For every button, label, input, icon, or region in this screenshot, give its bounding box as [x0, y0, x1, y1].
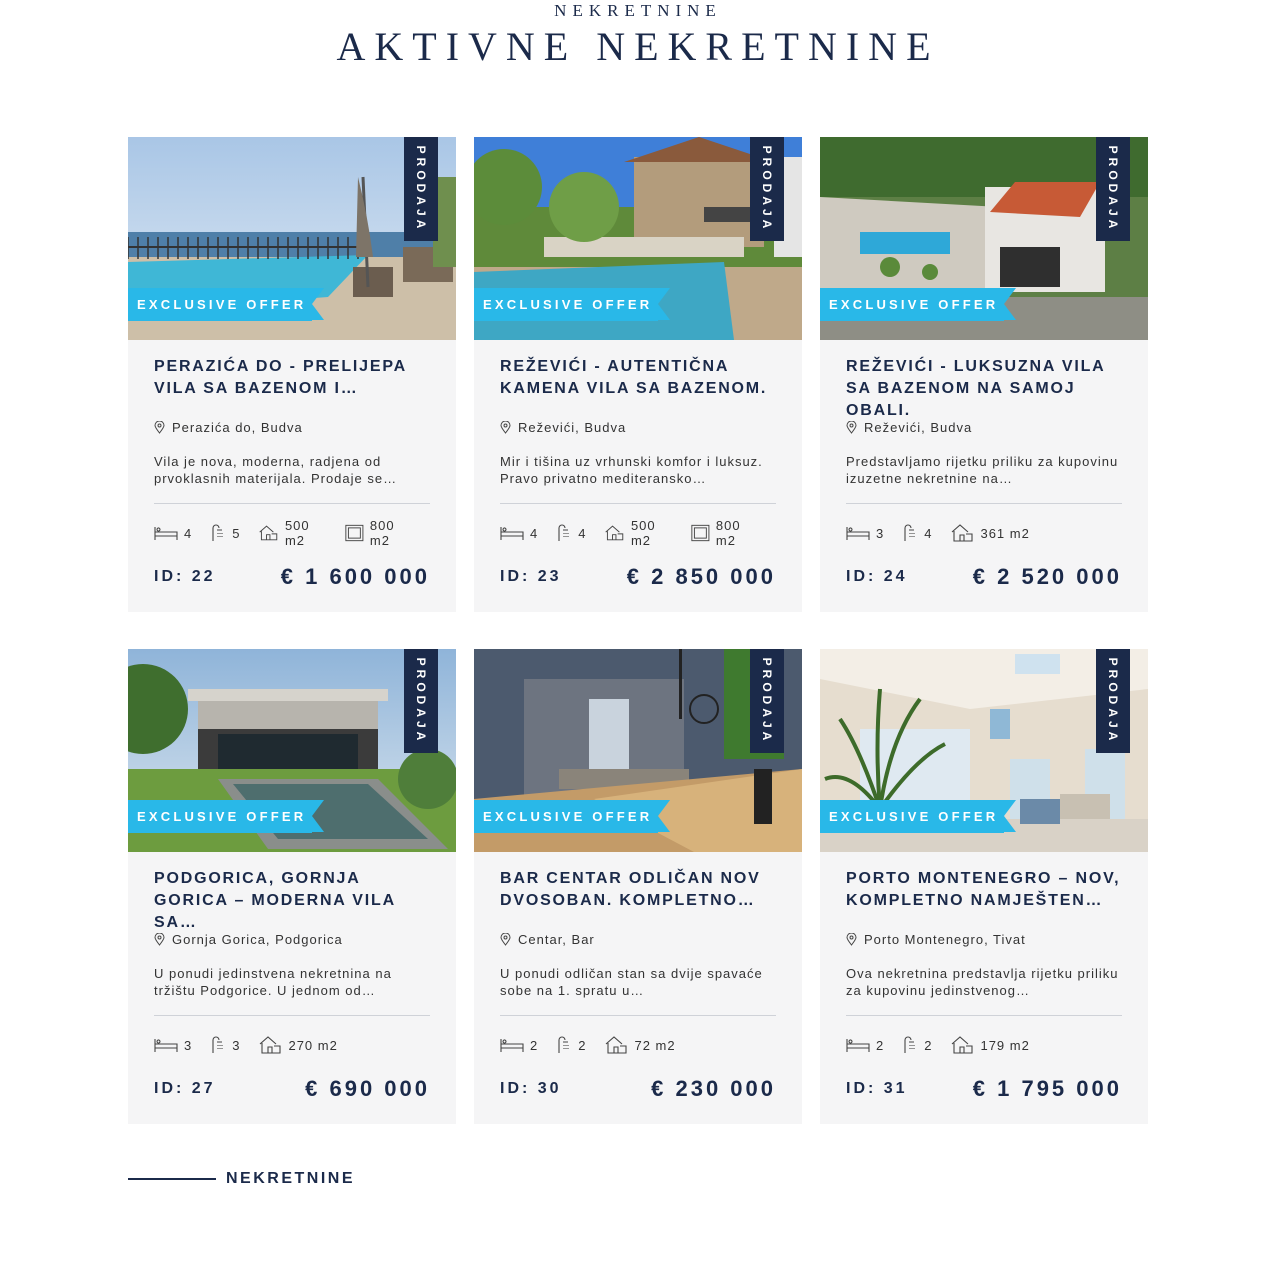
bed-icon — [500, 525, 524, 541]
exclusive-offer-badge: EXCLUSIVE OFFER — [474, 800, 658, 833]
listing-price: € 690 000 — [305, 1076, 430, 1101]
beds-count-value: 2 — [530, 1037, 539, 1053]
listing-title[interactable]: BAR CENTAR ODLIČAN NOV DVOSOBAN. KOMPLETNO… — [500, 870, 761, 909]
listing-specs — [154, 1034, 430, 1056]
baths-count-value: 4 — [924, 525, 933, 541]
sale-badge — [404, 137, 438, 241]
beds-count — [500, 1037, 538, 1053]
shower-icon — [210, 1036, 226, 1054]
listing-location — [154, 418, 430, 436]
divider — [154, 503, 430, 504]
beds-count-value: 4 — [530, 525, 539, 541]
listing-title[interactable]: REŽEVIĆI - LUKSUZNA VILA SA BAZENOM NA SAMOJ OBALI. — [846, 358, 1105, 419]
baths-count-value: 4 — [578, 525, 587, 541]
listing-image[interactable] — [820, 137, 1148, 340]
listing-location — [500, 418, 776, 436]
listing-location — [846, 418, 1122, 436]
divider — [846, 1015, 1122, 1016]
house-area-icon — [258, 1035, 282, 1055]
listing-image[interactable] — [474, 137, 802, 340]
baths-count — [902, 524, 932, 542]
house-area-icon — [604, 1035, 628, 1055]
divider — [154, 1015, 430, 1016]
beds-count — [500, 525, 538, 541]
listing-price: € 2 520 000 — [972, 564, 1122, 589]
nekretnine-link[interactable] — [128, 1170, 355, 1188]
living-area-value: 179 m2 — [980, 1037, 1030, 1053]
shower-icon — [556, 524, 572, 542]
listing-specs — [500, 518, 776, 548]
sale-badge — [404, 649, 438, 753]
living-area — [950, 523, 1029, 543]
location-text: Reževići, Budva — [864, 419, 973, 435]
listing-specs — [846, 1034, 1122, 1056]
house-area-icon — [604, 523, 624, 543]
divider — [500, 1015, 776, 1016]
listing-image[interactable] — [128, 137, 456, 340]
listing-id: ID: 30 — [500, 1080, 562, 1097]
location-text: Porto Montenegro, Tivat — [864, 931, 1026, 947]
location-pin-icon — [154, 421, 165, 434]
exclusive-offer-badge: EXCLUSIVE OFFER — [820, 800, 1004, 833]
listing-card[interactable] — [820, 137, 1148, 612]
listings-grid — [128, 137, 1149, 1124]
living-area-value: 500 m2 — [630, 518, 656, 548]
living-area — [604, 1035, 675, 1055]
shower-icon — [902, 524, 918, 542]
shower-icon — [902, 1036, 918, 1054]
listing-card[interactable] — [820, 649, 1148, 1124]
location-pin-icon — [500, 933, 511, 946]
sale-badge-label: PRODAJA — [760, 657, 774, 745]
listing-title[interactable]: PORTO MONTENEGRO – NOV, KOMPLETNO NAMJEŠTEN… — [846, 870, 1121, 909]
listing-card[interactable] — [474, 137, 802, 612]
bed-icon — [154, 525, 178, 541]
living-area — [258, 1035, 337, 1055]
beds-count-value: 3 — [876, 525, 885, 541]
listing-specs — [846, 522, 1122, 544]
page-title: AKTIVNE NEKRETNINE — [336, 24, 940, 69]
listing-location — [846, 930, 1122, 948]
house-area-icon — [950, 1035, 974, 1055]
listing-title[interactable]: PERAZIĆA DO - PRELIJEPA VILA SA BAZENOM I… — [154, 358, 407, 397]
section-eyebrow: NEKRETNINE — [554, 1, 722, 20]
location-pin-icon — [500, 421, 511, 434]
bed-icon — [154, 1037, 178, 1053]
listing-title[interactable]: REŽEVIĆI - AUTENTIČNA KAMENA VILA SA BAZENOM. — [500, 358, 768, 397]
location-text: Centar, Bar — [518, 931, 595, 947]
plot-area-value: 800 m2 — [369, 518, 395, 548]
listing-card[interactable] — [474, 649, 802, 1124]
plot-area — [345, 518, 412, 548]
living-area — [950, 1035, 1029, 1055]
shower-icon — [556, 1036, 572, 1054]
plot-area-icon — [345, 523, 364, 543]
plot-area-icon — [691, 523, 710, 543]
listing-image[interactable] — [128, 649, 456, 852]
listing-title[interactable]: PODGORICA, GORNJA GORICA – MODERNA VILA SA… — [154, 870, 396, 931]
listing-id: ID: 31 — [846, 1080, 908, 1097]
listing-price: € 1 795 000 — [972, 1076, 1122, 1101]
location-text: Reževići, Budva — [518, 419, 627, 435]
listing-description: Predstavljamo rijetku priliku za kupovinu izuzetne nekretnine na… — [846, 454, 1119, 486]
link-line — [128, 1178, 216, 1180]
listing-id: ID: 23 — [500, 568, 562, 585]
beds-count — [846, 525, 884, 541]
beds-count — [846, 1037, 884, 1053]
listing-description: U ponudi odličan stan sa dvije spavaće sobe na 1. spratu u… — [500, 966, 763, 998]
listing-image[interactable] — [820, 649, 1148, 852]
living-area — [604, 518, 673, 548]
sale-badge — [1096, 649, 1130, 753]
listing-location — [500, 930, 776, 948]
location-text: Perazića do, Budva — [172, 419, 303, 435]
living-area-value: 72 m2 — [634, 1037, 676, 1053]
location-pin-icon — [846, 421, 857, 434]
page-header — [0, 0, 1276, 70]
location-pin-icon — [846, 933, 857, 946]
listing-card[interactable] — [128, 649, 456, 1124]
beds-count — [154, 1037, 192, 1053]
bed-icon — [846, 525, 870, 541]
living-area-value: 270 m2 — [288, 1037, 338, 1053]
living-area-value: 500 m2 — [284, 518, 310, 548]
location-pin-icon — [154, 933, 165, 946]
listing-price: € 2 850 000 — [626, 564, 776, 589]
listing-location — [154, 930, 430, 948]
plot-area-value: 800 m2 — [715, 518, 741, 548]
divider — [500, 503, 776, 504]
exclusive-offer-badge: EXCLUSIVE OFFER — [820, 288, 1004, 321]
nekretnine-link-label: NEKRETNINE — [226, 1170, 356, 1187]
bed-icon — [846, 1037, 870, 1053]
living-area — [258, 518, 327, 548]
baths-count — [556, 524, 586, 542]
listing-description: Vila je nova, moderna, radjena od prvoklasnih materijala. Prodaje se… — [154, 454, 398, 486]
baths-count-value: 2 — [578, 1037, 587, 1053]
bed-icon — [500, 1037, 524, 1053]
house-area-icon — [950, 523, 974, 543]
divider — [846, 503, 1122, 504]
listing-description: Ova nekretnina predstavlja rijetku priliku za kupovinu jedinstvenog… — [846, 966, 1119, 998]
baths-count-value: 2 — [924, 1037, 933, 1053]
listing-image[interactable] — [474, 649, 802, 852]
sale-badge-label: PRODAJA — [414, 145, 428, 233]
sale-badge — [750, 137, 784, 241]
listing-id: ID: 24 — [846, 568, 908, 585]
listing-specs — [500, 1034, 776, 1056]
living-area-value: 361 m2 — [980, 525, 1030, 541]
listing-price: € 1 600 000 — [280, 564, 430, 589]
listing-id: ID: 27 — [154, 1080, 216, 1097]
beds-count-value: 2 — [876, 1037, 885, 1053]
beds-count-value: 3 — [184, 1037, 193, 1053]
listing-id: ID: 22 — [154, 568, 216, 585]
sale-badge — [1096, 137, 1130, 241]
exclusive-offer-badge: EXCLUSIVE OFFER — [474, 288, 658, 321]
location-text: Gornja Gorica, Podgorica — [172, 931, 343, 947]
exclusive-offer-badge: EXCLUSIVE OFFER — [128, 800, 312, 833]
listing-specs — [154, 518, 430, 548]
sale-badge — [750, 649, 784, 753]
beds-count — [154, 525, 192, 541]
beds-count-value: 4 — [184, 525, 193, 541]
baths-count-value: 5 — [232, 525, 241, 541]
baths-count-value: 3 — [232, 1037, 241, 1053]
sale-badge-label: PRODAJA — [760, 145, 774, 233]
baths-count — [556, 1036, 586, 1054]
baths-count — [902, 1036, 932, 1054]
listing-description: U ponudi jedinstvena nekretnina na tržištu Podgorice. U jednom od… — [154, 966, 392, 998]
listing-price: € 230 000 — [651, 1076, 776, 1101]
listing-card[interactable] — [128, 137, 456, 612]
sale-badge-label: PRODAJA — [414, 657, 428, 745]
exclusive-offer-badge: EXCLUSIVE OFFER — [128, 288, 312, 321]
sale-badge-label: PRODAJA — [1106, 657, 1120, 745]
sale-badge-label: PRODAJA — [1106, 145, 1120, 233]
plot-area — [691, 518, 758, 548]
listing-description: Mir i tišina uz vrhunski komfor i luksuz. Pravo privatno mediteransko… — [500, 454, 763, 486]
baths-count — [210, 524, 240, 542]
baths-count — [210, 1036, 240, 1054]
house-area-icon — [258, 523, 278, 543]
shower-icon — [210, 524, 226, 542]
